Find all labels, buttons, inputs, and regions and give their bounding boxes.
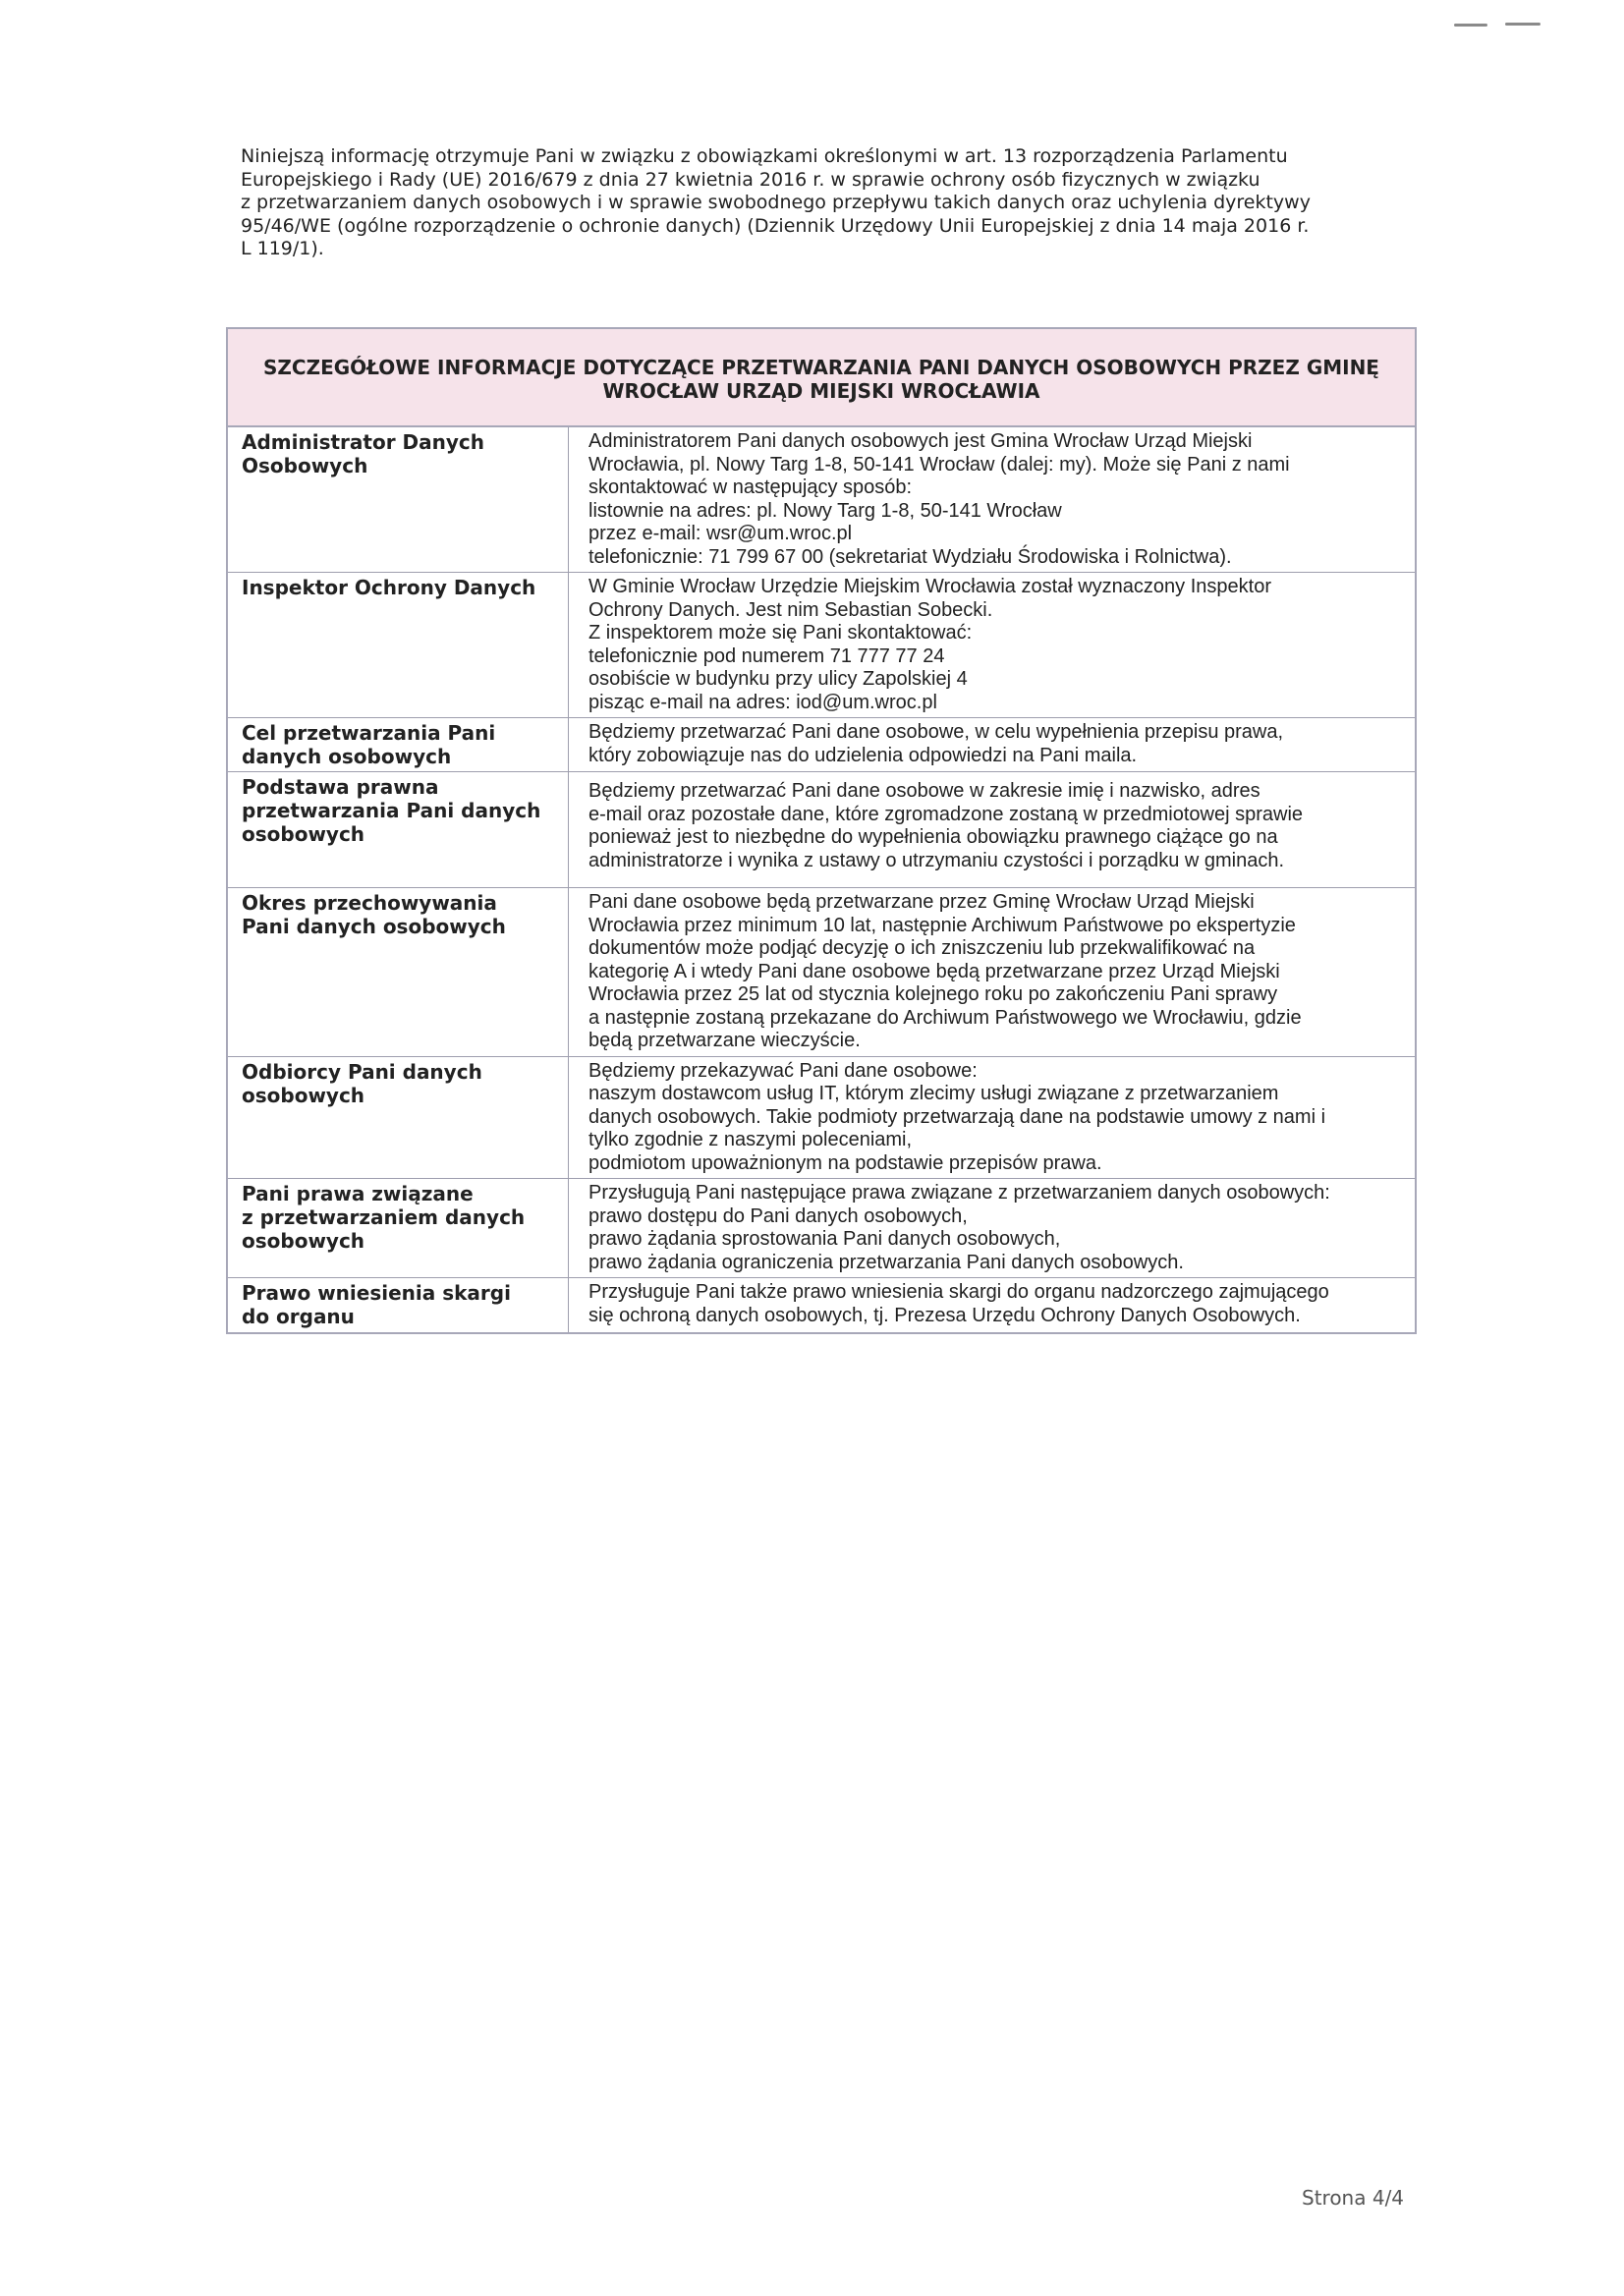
- table-title: [227, 328, 1416, 426]
- row-content: [569, 718, 1417, 772]
- content-line: a następnie zostaną przekazane do Archiwum Państwowego we Wrocławiu, gdzie: [588, 1006, 1302, 1029]
- content-line: Pani dane osobowe będą przetwarzane przez Gminę Wrocław Urząd Miejski: [588, 891, 1255, 913]
- label-line: Administrator Danych: [242, 430, 485, 454]
- content-line: który zobowiązuje nas do udzielenia odpowiedzi na Pani maila.: [588, 744, 1138, 766]
- content-line: Wrocławia przez minimum 10 lat, następnie Archiwum Państwowe po ekspertyzie: [588, 914, 1296, 936]
- content-line: Administratorem Pani danych osobowych jest Gmina Wrocław Urząd Miejski: [588, 430, 1253, 452]
- intro-line: L 119/1).: [241, 238, 324, 259]
- table-row-inspector: [227, 573, 1416, 718]
- label-line: osobowych: [242, 1083, 365, 1107]
- content-line: przez e-mail: wsr@um.wroc.pl: [588, 523, 853, 544]
- row-content: [569, 573, 1417, 718]
- table-row-retention: [227, 888, 1416, 1057]
- scan-mark-right: [1505, 23, 1540, 26]
- table-row-rights: [227, 1179, 1416, 1278]
- content-line: podmiotom upoważnionym na podstawie przepisów prawa.: [588, 1151, 1102, 1174]
- row-label: [227, 1278, 569, 1333]
- intro-line: Niniejszą informację otrzymuje Pani w związku z obowiązkami określonymi w art. 13 rozporządzenia Parlamentu: [241, 145, 1288, 167]
- content-line: skontaktować w następujący sposób:: [588, 476, 913, 498]
- information-table: [226, 327, 1417, 1334]
- row-content: [569, 1179, 1417, 1278]
- table-title-line: WROCŁAW URZĄD MIEJSKI WROCŁAWIA: [602, 379, 1040, 403]
- row-label: [227, 718, 569, 772]
- content-line: Z inspektorem może się Pani skontaktować:: [588, 622, 973, 644]
- content-line: telefonicznie: 71 799 67 00 (sekretariat Wydziału Środowiska i Rolnictwa).: [588, 545, 1232, 568]
- table-row-recipients: [227, 1056, 1416, 1179]
- table-row-legal-basis: [227, 772, 1416, 888]
- label-line: Odbiorcy Pani danych: [242, 1059, 482, 1084]
- content-line: Przysługują Pani następujące prawa związane z przetwarzaniem danych osobowych:: [588, 1182, 1330, 1204]
- content-line: Wrocławia przez 25 lat od stycznia kolejnego roku po zakończeniu Pani sprawy: [588, 983, 1278, 1005]
- content-line: prawo żądania sprostowania Pani danych osobowych,: [588, 1228, 1061, 1250]
- table-header-row: [227, 328, 1416, 426]
- table-row-complaint: [227, 1278, 1416, 1333]
- content-line: Będziemy przekazywać Pani dane osobowe:: [588, 1059, 978, 1082]
- label-line: Prawo wniesienia skargi: [242, 1281, 511, 1305]
- intro-line: Europejskiego i Rady (UE) 2016/679 z dnia 27 kwietnia 2016 r. w sprawie ochrony osób fizycznych w związku: [241, 168, 1260, 191]
- row-label: [227, 1179, 569, 1278]
- content-line: dokumentów może podjąć decyzję o ich zniszczeniu lub przekwalifikować na: [588, 937, 1256, 959]
- content-line: pisząc e-mail na adres: iod@um.wroc.pl: [588, 691, 937, 713]
- content-line: administratorze i wynika z ustawy o utrzymaniu czystości i porządku w gminach.: [588, 849, 1285, 871]
- content-line: e-mail oraz pozostałe dane, które zgromadzone zostaną w przedmiotowej sprawie: [588, 803, 1304, 825]
- content-line: prawo dostępu do Pani danych osobowych,: [588, 1204, 968, 1227]
- label-line: osobowych: [242, 1229, 365, 1253]
- label-line: Okres przechowywania: [242, 891, 497, 915]
- content-line: Przysługuje Pani także prawo wniesienia skargi do organu nadzorczego zajmującego: [588, 1281, 1329, 1303]
- row-content: [569, 772, 1417, 888]
- content-line: Będziemy przetwarzać Pani dane osobowe w zakresie imię i nazwisko, adres: [588, 780, 1260, 802]
- content-line: będą przetwarzane wieczyście.: [588, 1030, 861, 1051]
- page-number: Strona 4/4: [1302, 2186, 1405, 2210]
- label-line: Pani prawa związane: [242, 1182, 474, 1205]
- intro-paragraph: [241, 145, 1400, 261]
- row-label: [227, 573, 569, 718]
- label-line: danych osobowych: [242, 745, 452, 768]
- content-line: prawo żądania ograniczenia przetwarzania Pani danych osobowych.: [588, 1251, 1184, 1273]
- content-line: tylko zgodnie z naszymi poleceniami,: [588, 1129, 913, 1150]
- label-line: z przetwarzaniem danych: [242, 1205, 526, 1229]
- row-label: [227, 426, 569, 573]
- row-content: [569, 1056, 1417, 1179]
- content-line: Będziemy przetwarzać Pani dane osobowe, w celu wypełnienia przepisu prawa,: [588, 721, 1284, 743]
- label-line: Osobowych: [242, 454, 368, 477]
- label-line: do organu: [242, 1305, 355, 1328]
- label-line: przetwarzania Pani danych: [242, 799, 541, 822]
- content-line: danych osobowych. Takie podmioty przetwarzają dane na podstawie umowy z nami i: [588, 1105, 1326, 1128]
- table-title-line: SZCZEGÓŁOWE INFORMACJE DOTYCZĄCE PRZETWARZANIA PANI DANYCH OSOBOWYCH PRZEZ GMINĘ: [263, 356, 1379, 379]
- row-content: [569, 426, 1417, 573]
- content-line: naszym dostawcom usług IT, którym zlecimy usługi związane z przetwarzaniem: [588, 1083, 1279, 1104]
- content-line: listownie na adres: pl. Nowy Targ 1-8, 50-141 Wrocław: [588, 499, 1062, 522]
- label-line: Pani danych osobowych: [242, 915, 506, 938]
- content-line: osobiście w budynku przy ulicy Zapolskiej 4: [588, 668, 968, 690]
- scan-mark-left: [1454, 24, 1487, 27]
- row-label: [227, 888, 569, 1057]
- content-line: ponieważ jest to niezbędne do wypełnienia obowiązku prawnego ciążące go na: [588, 826, 1278, 848]
- content-line: W Gminie Wrocław Urzędzie Miejskim Wrocławia został wyznaczony Inspektor: [588, 576, 1271, 597]
- content-line: kategorię A i wtedy Pani dane osobowe będą przetwarzane przez Urząd Miejski: [588, 960, 1280, 982]
- intro-line: z przetwarzaniem danych osobowych i w sprawie swobodnego przepływu takich danych oraz uchylenia dyrektywy: [241, 192, 1311, 213]
- row-label: [227, 1056, 569, 1179]
- label-line: Cel przetwarzania Pani: [242, 721, 496, 745]
- table-row-administrator: [227, 426, 1416, 573]
- content-line: telefonicznie pod numerem 71 777 77 24: [588, 644, 945, 667]
- label-line: osobowych: [242, 822, 365, 846]
- content-line: się ochroną danych osobowych, tj. Prezesa Urzędu Ochrony Danych Osobowych.: [588, 1304, 1301, 1326]
- row-content: [569, 888, 1417, 1057]
- row-label: [227, 772, 569, 888]
- label-line: Inspektor Ochrony Danych: [242, 576, 536, 599]
- row-content: [569, 1278, 1417, 1333]
- table-row-purpose: [227, 718, 1416, 772]
- intro-line: 95/46/WE (ogólne rozporządzenie o ochronie danych) (Dziennik Urzędowy Unii Europejskiej z dnia 14 maja 2016 r.: [241, 214, 1310, 237]
- content-line: Wrocławia, pl. Nowy Targ 1-8, 50-141 Wrocław (dalej: my). Może się Pani z nami: [588, 453, 1290, 476]
- label-line: Podstawa prawna: [242, 775, 439, 799]
- content-line: Ochrony Danych. Jest nim Sebastian Sobecki.: [588, 598, 993, 621]
